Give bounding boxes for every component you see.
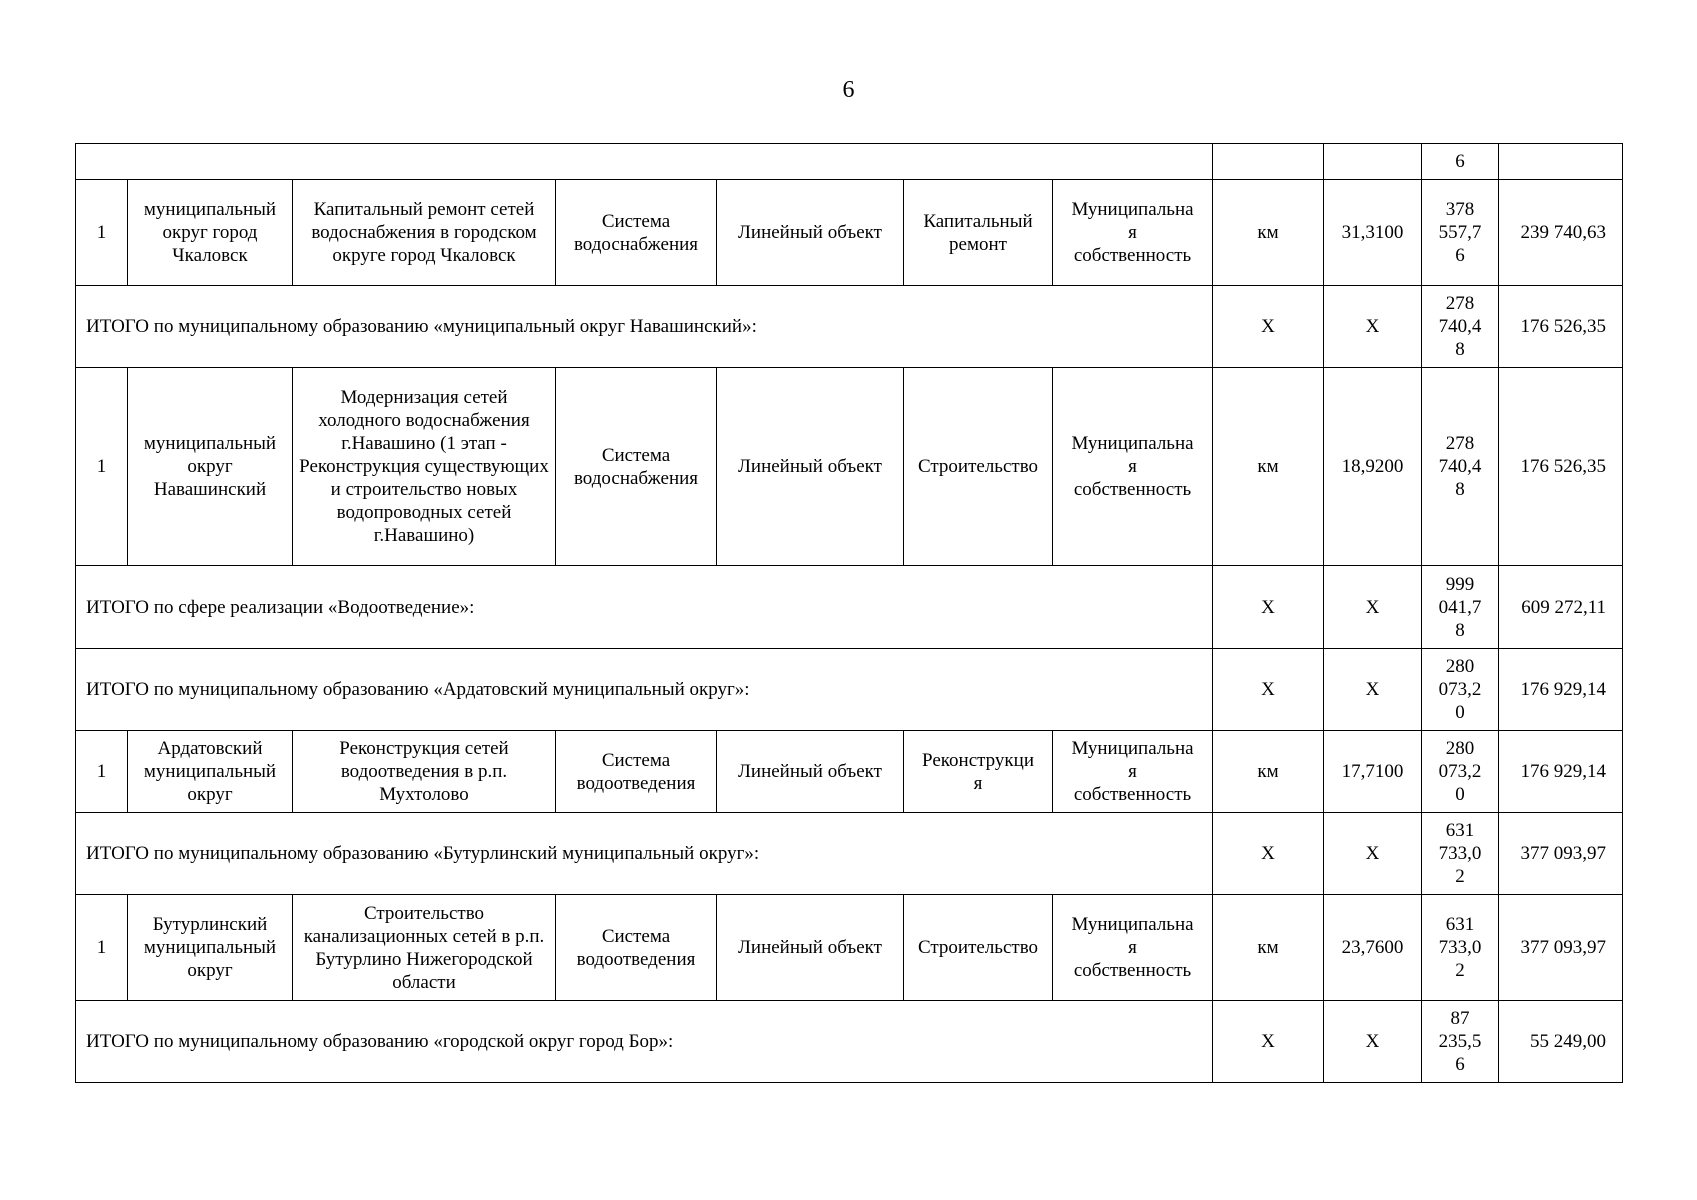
total-row [76,649,1623,731]
unit-cell: X [1213,813,1324,895]
cost-cell: 278 740,4 8 [1422,368,1499,566]
continuation-unit-cell [1213,144,1324,180]
cost-cell: 280 073,2 0 [1422,731,1499,813]
continuation-row [76,144,1623,180]
work-type-cell: Капитальный ремонт [904,180,1053,286]
sum-cell: 55 249,00 [1499,1001,1623,1083]
project-name-cell: Реконструкция сетей водоотведения в р.п. Мухтолово [293,731,556,813]
unit-cell: X [1213,286,1324,368]
municipality-cell: Ардатовский муниципальный округ [128,731,293,813]
project-name-cell: Модернизация сетей холодного водоснабжения г.Навашино (1 этап - Реконструкция существующих и строительство новых водопроводных сетей г.Навашино) [293,368,556,566]
length-cell: 18,9200 [1324,368,1422,566]
table-row [76,180,1623,286]
project-name-cell: Капитальный ремонт сетей водоснабжения в городском округе город Чкаловск [293,180,556,286]
table-row [76,895,1623,1001]
municipality-cell: муниципальный округ город Чкаловск [128,180,293,286]
sum-cell: 176 929,14 [1499,649,1623,731]
unit-cell: км [1213,895,1324,1001]
system-cell: Система водоснабжения [556,368,717,566]
length-cell: X [1324,1001,1422,1083]
unit-cell: км [1213,731,1324,813]
unit-cell: X [1213,566,1324,649]
municipality-cell: Бутурлинский муниципальный округ [128,895,293,1001]
total-row [76,286,1623,368]
cost-cell: 999 041,7 8 [1422,566,1499,649]
unit-cell: X [1213,649,1324,731]
table-row [76,731,1623,813]
ownership-cell: Муниципальна я собственность [1053,731,1213,813]
project-name-cell: Строительство канализационных сетей в р.п. Бутурлино Нижегородской области [293,895,556,1001]
unit-cell: км [1213,180,1324,286]
system-cell: Система водоотведения [556,731,717,813]
table-row [76,368,1623,566]
total-label-cell: ИТОГО по сфере реализации «Водоотведение»: [76,566,1213,649]
total-label-cell: ИТОГО по муниципальному образованию «Бутурлинский муниципальный округ»: [76,813,1213,895]
sum-cell: 176 526,35 [1499,286,1623,368]
cost-cell: 631 733,0 2 [1422,895,1499,1001]
length-cell: X [1324,813,1422,895]
sum-cell: 377 093,97 [1499,895,1623,1001]
total-row [76,813,1623,895]
total-label-cell: ИТОГО по муниципальному образованию «городской округ город Бор»: [76,1001,1213,1083]
object-type-cell: Линейный объект [717,895,904,1001]
cost-cell: 278 740,4 8 [1422,286,1499,368]
object-type-cell: Линейный объект [717,731,904,813]
cost-cell: 378 557,7 6 [1422,180,1499,286]
row-number-cell: 1 [76,180,128,286]
continuation-length-cell [1324,144,1422,180]
work-type-cell: Строительство [904,895,1053,1001]
sum-cell: 239 740,63 [1499,180,1623,286]
length-cell: 23,7600 [1324,895,1422,1001]
total-label-cell: ИТОГО по муниципальному образованию «Ардатовский муниципальный округ»: [76,649,1213,731]
cost-cell: 280 073,2 0 [1422,649,1499,731]
row-number-cell: 1 [76,368,128,566]
length-cell: 17,7100 [1324,731,1422,813]
work-type-cell: Строительство [904,368,1053,566]
sum-cell: 176 929,14 [1499,731,1623,813]
length-cell: 31,3100 [1324,180,1422,286]
cost-cell: 87 235,5 6 [1422,1001,1499,1083]
continuation-cost-cell: 6 [1422,144,1499,180]
unit-cell: км [1213,368,1324,566]
ownership-cell: Муниципальна я собственность [1053,895,1213,1001]
sum-cell: 609 272,11 [1499,566,1623,649]
cost-cell: 631 733,0 2 [1422,813,1499,895]
total-row [76,1001,1623,1083]
work-type-cell: Реконструкци я [904,731,1053,813]
length-cell: X [1324,566,1422,649]
object-type-cell: Линейный объект [717,180,904,286]
length-cell: X [1324,649,1422,731]
sum-cell: 176 526,35 [1499,368,1623,566]
length-cell: X [1324,286,1422,368]
total-row [76,566,1623,649]
budget-table [75,143,1623,1083]
sum-cell: 377 093,97 [1499,813,1623,895]
row-number-cell: 1 [76,895,128,1001]
system-cell: Система водоснабжения [556,180,717,286]
municipality-cell: муниципальный округ Навашинский [128,368,293,566]
unit-cell: X [1213,1001,1324,1083]
continuation-blank-cell [76,144,1213,180]
ownership-cell: Муниципальна я собственность [1053,180,1213,286]
page-number: 6 [842,77,855,103]
total-label-cell: ИТОГО по муниципальному образованию «муниципальный округ Навашинский»: [76,286,1213,368]
continuation-sum-cell [1499,144,1623,180]
row-number-cell: 1 [76,731,128,813]
ownership-cell: Муниципальна я собственность [1053,368,1213,566]
object-type-cell: Линейный объект [717,368,904,566]
system-cell: Система водоотведения [556,895,717,1001]
